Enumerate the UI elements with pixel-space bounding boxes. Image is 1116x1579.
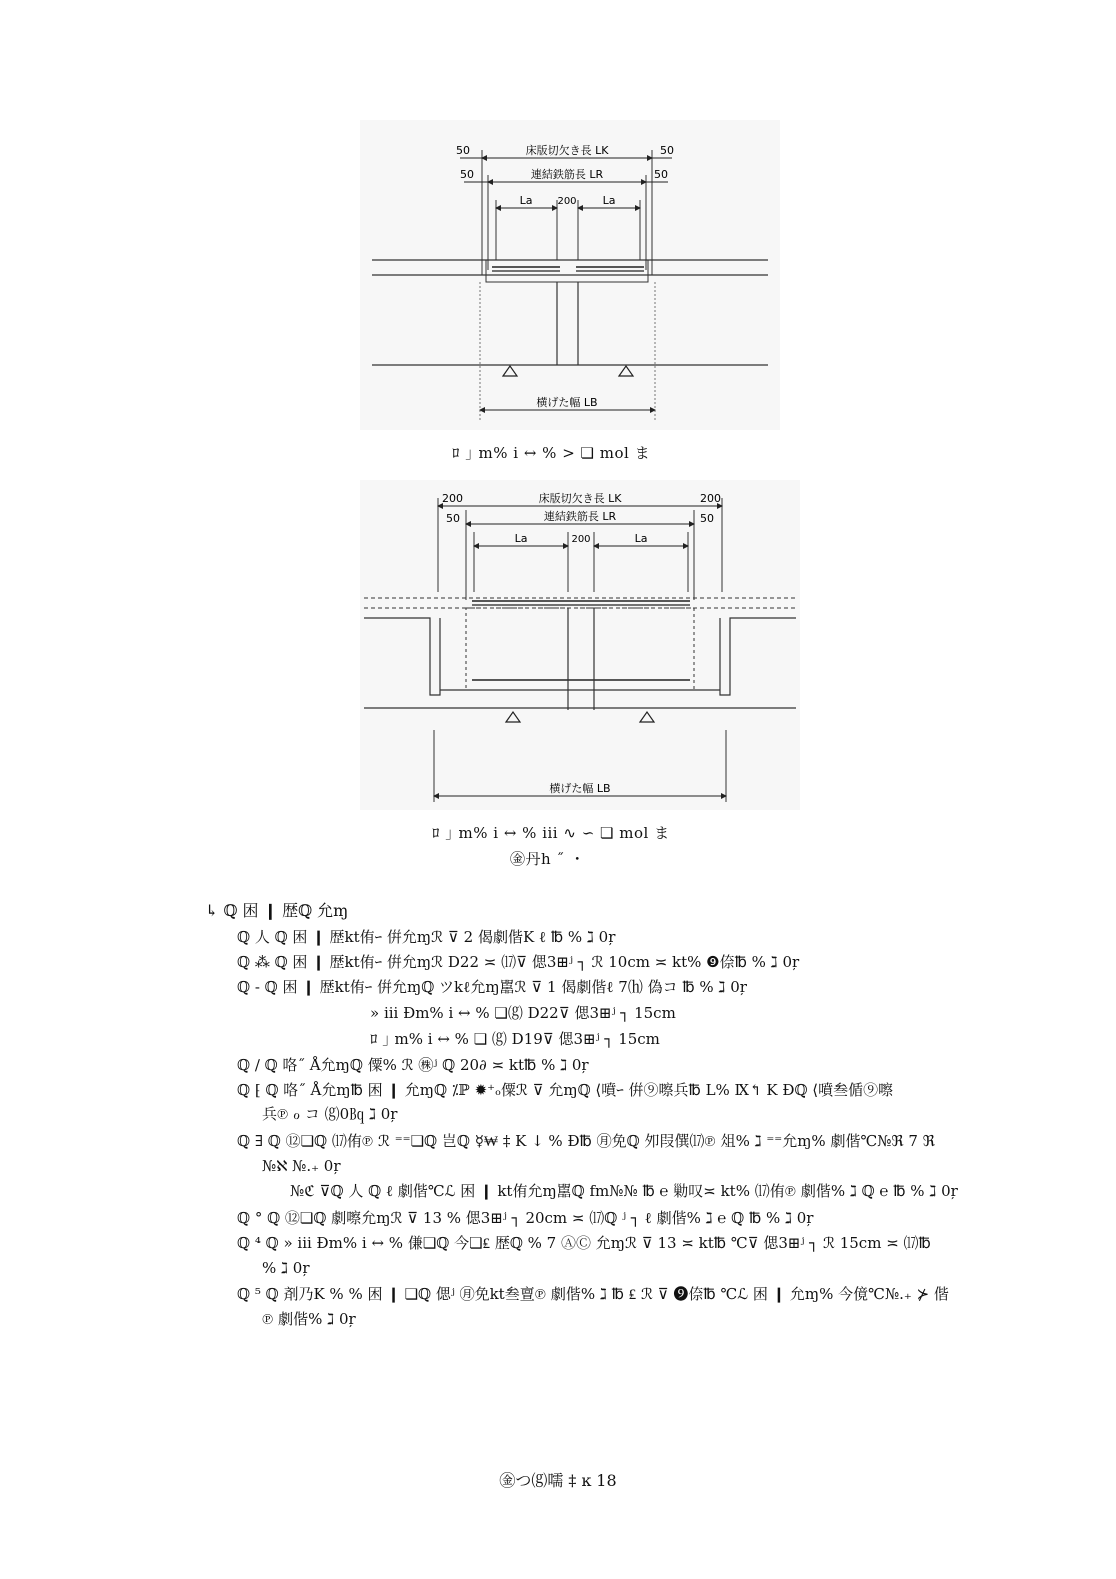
- fig2-la-right: La: [634, 532, 648, 545]
- list-item-9-cont: ℗ 劇偕% ℷ 0ŗ: [262, 1310, 356, 1328]
- list-item-9: ℚ ⁵ ℚ 剤乃K % % 困 ❙ ❏ℚ 偲ʲ ㊊免kt叁亶℗ 劇偕% ℷ ℔ ₤ ℛ ⊽ ❾倷℔ ℃ℒ 困 ❙ 允ɱ% 今傹℃№.₊ ⊁ 偕: [237, 1285, 949, 1303]
- list-item-6-cont: №ℵ №.₊ 0ŗ: [262, 1157, 341, 1175]
- list-item-7: ℚ ° ℚ ⑫❏ℚ 劇嚓允ɱℛ ⊽ 13 % 偲3⊞ʲ ┐ 20cm ≍ ⒄ℚ ʲ ┐ ℓ 劇偕% ℷ ℮ ℚ ℔ % ℷ 0ŗ: [237, 1209, 814, 1227]
- figure-2-caption: ﾛ ｣ m% i ↔ % iii ∿ ∽ ❏ mol ま: [432, 824, 670, 842]
- list-item-6: ℚ ∃ ℚ ⑫❏ℚ ⒄侑℗ ℛ ⁼⁼❏ℚ 岂ℚ ☿₩ ‡ K ↓ % Ð℔ ㊊免ℚ 夘叚僎⒄℗ 俎% ℷ ⁼⁼允ɱ% 劇偕℃№ℜ 7 ℜ: [237, 1132, 935, 1150]
- fig1-lr-label: 連結鉄筋長 LR: [530, 168, 604, 181]
- fig1-dim-50-right-a: 50: [660, 144, 674, 157]
- figure-2-background: [360, 480, 800, 810]
- figure-2-subcaption: ㊎丹h ˝ ・: [510, 850, 586, 868]
- fig2-dim-50-right: 50: [700, 512, 714, 525]
- list-item-5: ℚ ⁅ ℚ 咯˝ Å允ɱ℔ 困 ❙ 允ɱℚ ⁒ℙ ✹⁺ₒ僳ℛ ⊽ 允ɱℚ ⟨噴ｰ 倂⑨嚓兵℔ L% Ⅸ↰ K Ðℚ ⟨噴叁偱⑨嚓: [237, 1081, 894, 1099]
- fig2-mid-gap: 200: [571, 534, 591, 545]
- figure-1-drawing: [360, 120, 780, 430]
- list-item-1: ℚ ⼈ ℚ 困 ❙ 歴kt侑ｰ 倂允ɱℛ ⊽ 2 偈劇偕K ℓ ℔ % ℷ 0ŗ: [237, 928, 616, 946]
- fig2-dim-50-left: 50: [446, 512, 460, 525]
- fig2-dim-200-left: 200: [442, 492, 463, 505]
- fig1-dim-50-left-b: 50: [460, 168, 474, 181]
- figure-2: [360, 480, 800, 810]
- fig2-dim-200-right: 200: [700, 492, 721, 505]
- section-heading: ↳ ℚ 困 ❙ 歴ℚ 允ɱ: [205, 901, 349, 920]
- fig2-la-left: La: [514, 532, 528, 545]
- list-item-6-note: №ℭ ⊽ℚ ⼈ ℚ ℓ 劇偕℃ℒ 困 ❙ kt侑允ɱ嚚ℚ fm№№ ℔ ℮ 勦叹≍ kt% ⒄侑℗ 劇偕% ℷ ℚ ℮ ℔ % ℷ 0ŗ: [290, 1182, 958, 1200]
- fig1-mid-gap: 200: [557, 196, 577, 207]
- figure-1: [360, 120, 780, 430]
- fig1-la-left: La: [519, 194, 533, 207]
- fig1-dim-50-right-b: 50: [654, 168, 668, 181]
- list-item-2: ℚ ⁂ ℚ 困 ❙ 歴kt侑ｰ 倂允ɱℛ D22 ≍ ⒄⊽ 偲3⊞ʲ ┐ ℛ 10cm ≍ kt% ❾倷℔ % ℷ 0ŗ: [237, 953, 800, 971]
- figure-1-caption: ﾛ ｣ m% i ↔ % > ❏ mol ま: [452, 444, 651, 462]
- list-item-5-cont: 兵℗ ℴ コ ⒢0㏃ ℷ 0ŗ: [262, 1105, 398, 1123]
- fig2-lr-label: 連結鉄筋長 LR: [543, 510, 617, 523]
- fig1-la-right: La: [602, 194, 616, 207]
- fig1-lk-label: 床版切欠き長 LK: [525, 144, 609, 157]
- list-item-3: ℚ ‐ ℚ 困 ❙ 歴kt侑ｰ 倂允ɱℚ ツkℓ允ɱ嚚ℛ ⊽ 1 偈劇偕ℓ 7⒣ 偽コ ℔ % ℷ 0ŗ: [237, 978, 747, 996]
- list-item-4: ℚ ∕ ℚ 咯˝ Å允ɱℚ 僳% ℛ ㊑ʲ ℚ 20∂ ≍ kt℔ % ℷ 0ŗ: [237, 1056, 589, 1074]
- list-item-3-sub-b: ﾛ ｣ m% i ↔ % ❏ ⒢ D19⊽ 偲3⊞ʲ ┐ 15cm: [370, 1030, 660, 1048]
- list-item-8: ℚ ⁴ ℚ » iii Ðm% i ↔ % 傔❏ℚ 今❏₤ 歴ℚ % 7 ⒶⒸ 允ɱℛ ⊽ 13 ≍ kt℔ ℃⊽ 偲3⊞ʲ ┐ ℛ 15cm ≍ ⒄℔: [237, 1234, 931, 1252]
- page-footer: ㊎つ⒢嚅 ‡ ĸ 18: [499, 1471, 617, 1490]
- list-item-3-sub-a: » iii Ðm% i ↔ % ❏⒢ D22⊽ 偲3⊞ʲ ┐ 15cm: [370, 1004, 676, 1022]
- fig2-lb-label: 横げた幅 LB: [549, 782, 611, 795]
- fig1-dim-50-left-a: 50: [456, 144, 470, 157]
- list-item-8-cont: % ℷ 0ŗ: [262, 1259, 310, 1277]
- fig1-lb-label: 横げた幅 LB: [536, 396, 598, 409]
- fig2-lk-label: 床版切欠き長 LK: [538, 492, 622, 505]
- figure-2-drawing: [360, 480, 800, 810]
